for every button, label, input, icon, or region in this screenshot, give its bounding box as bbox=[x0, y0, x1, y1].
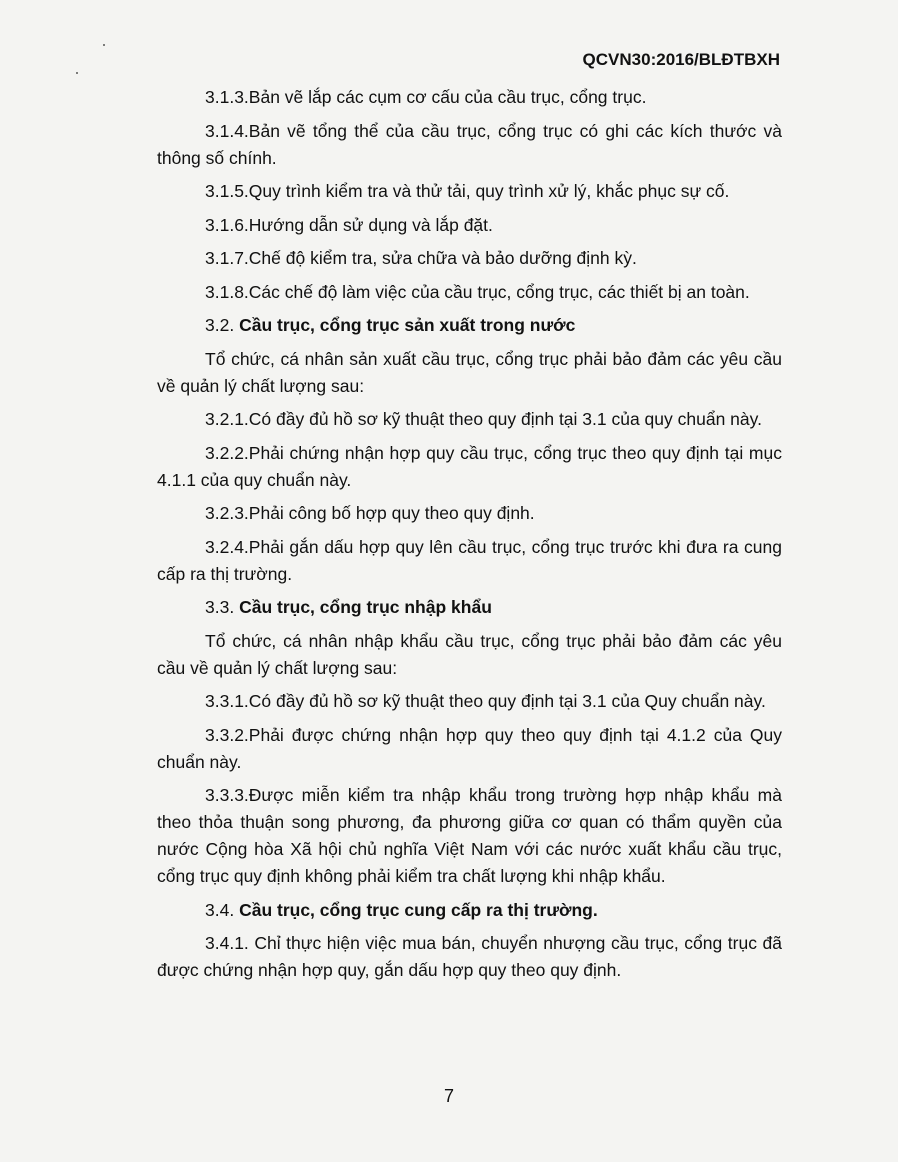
paragraph-3-1-4: 3.1.4.Bản vẽ tổng thể của cầu trục, cổng trục có ghi các kích thước và thông số chính. bbox=[157, 120, 782, 168]
paragraph-3-3-3: 3.3.3.Được miễn kiểm tra nhập khẩu trong trường hợp nhập khẩu mà theo thỏa thuận song phương, đa phương giữa cơ quan có thẩm quyền của nước Cộng hòa Xã hội chủ nghĩa Việt Nam với các nước xuất khẩu cầu trục, cổng trục quy định không phải kiểm tra chất lượng khi nhập khẩu. bbox=[157, 785, 782, 886]
paragraph-3-3-1: 3.3.1.Có đầy đủ hồ sơ kỹ thuật theo quy định tại 3.1 của Quy chuẩn này. bbox=[205, 691, 766, 711]
document-code: QCVN30:2016/BLĐTBXH bbox=[582, 50, 780, 69]
paragraph-3-1-7: 3.1.7.Chế độ kiểm tra, sửa chữa và bảo dưỡng định kỳ. bbox=[205, 248, 637, 268]
paragraph-3-1-6: 3.1.6.Hướng dẫn sử dụng và lắp đặt. bbox=[205, 214, 493, 235]
paragraph-3-1-8: 3.1.8.Các chế độ làm việc của cầu trục, cổng trục, các thiết bị an toàn. bbox=[205, 281, 750, 302]
page-number: 7 bbox=[443, 1086, 454, 1106]
paragraph-3-4-1: 3.4.1. Chỉ thực hiện việc mua bán, chuyển nhượng cầu trục, cổng trục đã được chứng nhận hợp quy, gắn dấu hợp quy theo quy định. bbox=[157, 933, 782, 980]
document-body bbox=[157, 84, 782, 991]
paragraph-3-2-2: 3.2.2.Phải chứng nhận hợp quy cầu trục, cổng trục theo quy định tại mục 4.1.1 của quy chuẩn này. bbox=[157, 442, 782, 490]
paragraph-3-2-3: 3.2.3.Phải công bố hợp quy theo quy định. bbox=[205, 503, 535, 523]
paragraph-3-2-1: 3.2.1.Có đầy đủ hồ sơ kỹ thuật theo quy định tại 3.1 của quy chuẩn này. bbox=[205, 409, 762, 429]
section-heading-3-3: 3.3. Cầu trục, cổng trục nhập khẩu bbox=[205, 597, 492, 617]
section-heading-3-2: 3.2. Cầu trục, cổng trục sản xuất trong nước bbox=[205, 315, 576, 335]
paragraph-3-3-2: 3.3.2.Phải được chứng nhận hợp quy theo quy định tại 4.1.2 của Quy chuẩn này. bbox=[157, 724, 782, 772]
section-heading-3-4: 3.4. Cầu trục, cổng trục cung cấp ra thị trường. bbox=[205, 899, 598, 920]
scan-speck bbox=[103, 44, 105, 46]
paragraph-3-2-4: 3.2.4.Phải gắn dấu hợp quy lên cầu trục, cổng trục trước khi đưa ra cung cấp ra thị trường. bbox=[157, 536, 782, 584]
scan-speck bbox=[76, 72, 78, 74]
paragraph-3-1-3: 3.1.3.Bản vẽ lắp các cụm cơ cấu của cầu trục, cổng trục. bbox=[205, 87, 647, 107]
paragraph-3-2-intro: Tổ chức, cá nhân sản xuất cầu trục, cổng trục phải bảo đảm các yêu cầu về quản lý chất lượng sau: bbox=[157, 348, 782, 396]
paragraph-3-3-intro: Tổ chức, cá nhân nhập khẩu cầu trục, cổng trục phải bảo đảm các yêu cầu về quản lý chất lượng sau: bbox=[157, 630, 782, 678]
paragraph-3-1-5: 3.1.5.Quy trình kiểm tra và thử tải, quy trình xử lý, khắc phục sự cố. bbox=[205, 181, 730, 201]
